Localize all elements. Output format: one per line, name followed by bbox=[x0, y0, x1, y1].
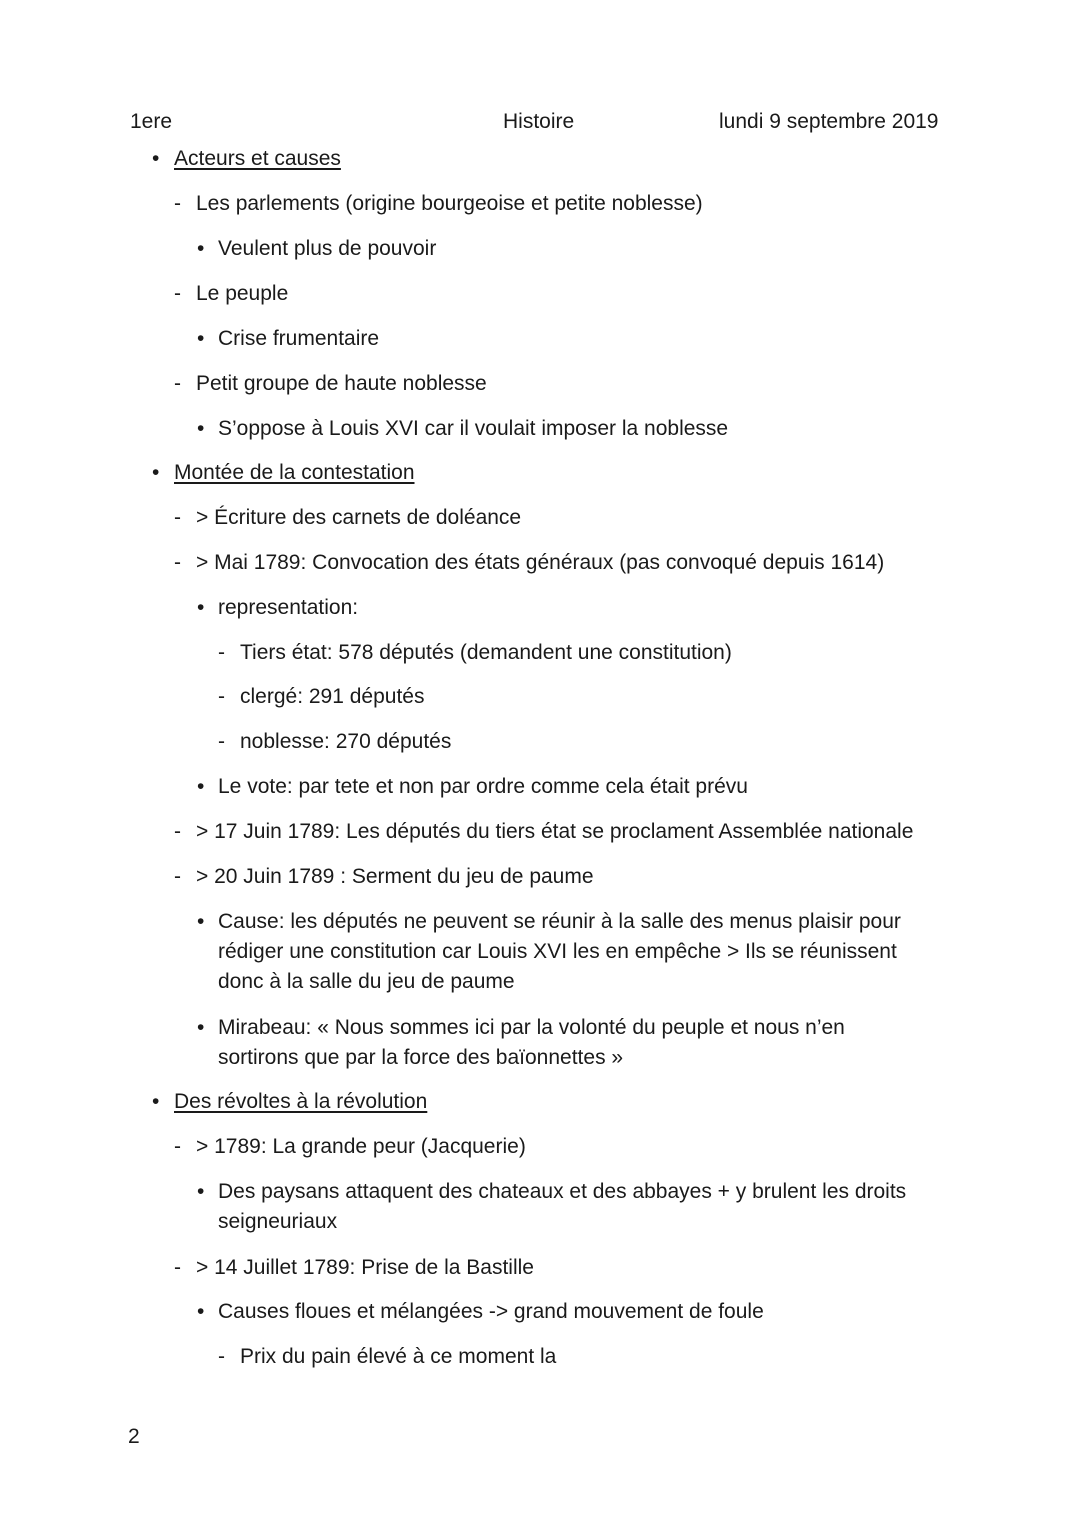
note-text: > 17 Juin 1789: Les députés du tiers état se proclament Assemblée nationale bbox=[196, 820, 914, 843]
dash-icon: - bbox=[174, 282, 181, 305]
bullet-icon: • bbox=[152, 147, 160, 170]
note-text: representation: bbox=[218, 596, 359, 619]
note-text: Prix du pain élevé à ce moment la bbox=[240, 1345, 557, 1368]
note-line bbox=[197, 1177, 906, 1207]
note-line bbox=[197, 234, 436, 264]
note-text: > 20 Juin 1789 : Serment du jeu de paume bbox=[196, 865, 594, 888]
bullet-icon: • bbox=[197, 237, 205, 260]
note-line bbox=[152, 1087, 427, 1117]
note-text: S’oppose à Louis XVI car il voulait imposer la noblesse bbox=[218, 417, 729, 440]
note-text: Petit groupe de haute noblesse bbox=[196, 372, 487, 395]
bullet-icon: • bbox=[197, 1016, 205, 1039]
section-heading: Des révoltes à la révolution bbox=[174, 1090, 428, 1113]
note-text: sortirons que par la force des baïonnettes » bbox=[218, 1046, 624, 1069]
section-heading: Montée de la contestation bbox=[174, 461, 415, 484]
note-text: > 14 Juillet 1789: Prise de la Bastille bbox=[196, 1256, 534, 1279]
bullet-icon: • bbox=[197, 417, 205, 440]
note-line bbox=[197, 967, 515, 997]
note-line bbox=[174, 279, 288, 309]
note-text: rédiger une constitution car Louis XVI les en empêche > Ils se réunissent bbox=[218, 940, 897, 963]
dash-icon: - bbox=[218, 1345, 225, 1368]
note-text: Mirabeau: « Nous sommes ici par la volonté du peuple et nous n’en bbox=[218, 1016, 845, 1039]
note-line bbox=[152, 458, 415, 488]
note-text: Crise frumentaire bbox=[218, 327, 380, 350]
dash-icon: - bbox=[218, 641, 225, 664]
dash-icon: - bbox=[174, 865, 181, 888]
bullet-icon: • bbox=[152, 1090, 160, 1113]
note-line bbox=[197, 1207, 337, 1237]
note-line bbox=[197, 772, 748, 802]
note-text: Le peuple bbox=[196, 282, 289, 305]
dash-icon: - bbox=[174, 551, 181, 574]
dash-icon: - bbox=[174, 1135, 181, 1158]
note-text: Les parlements (origine bourgeoise et petite noblesse) bbox=[196, 192, 703, 215]
note-line bbox=[174, 1132, 526, 1162]
dash-icon: - bbox=[174, 820, 181, 843]
page-number: 2 bbox=[128, 1425, 140, 1448]
note-text: seigneuriaux bbox=[218, 1210, 338, 1233]
note-text: donc à la salle du jeu de paume bbox=[218, 970, 515, 993]
header-class-label: 1ere bbox=[130, 110, 173, 133]
dash-icon: - bbox=[174, 506, 181, 529]
dash-icon: - bbox=[218, 685, 225, 708]
note-line bbox=[174, 1253, 534, 1283]
note-text: Veulent plus de pouvoir bbox=[218, 237, 437, 260]
note-text: Causes floues et mélangées -> grand mouvement de foule bbox=[218, 1300, 764, 1323]
note-line bbox=[197, 324, 379, 354]
note-line bbox=[197, 937, 897, 967]
note-line bbox=[197, 1043, 623, 1073]
note-line bbox=[197, 1013, 845, 1043]
note-line bbox=[218, 727, 451, 757]
note-line bbox=[152, 144, 341, 174]
note-line bbox=[218, 638, 732, 668]
note-line bbox=[197, 1297, 764, 1327]
note-text: clergé: 291 députés bbox=[240, 685, 425, 708]
note-text: Cause: les députés ne peuvent se réunir à la salle des menus plaisir pour bbox=[218, 910, 901, 933]
note-line bbox=[197, 593, 358, 623]
bullet-icon: • bbox=[197, 910, 205, 933]
note-text: > Mai 1789: Convocation des états généraux (pas convoqué depuis 1614) bbox=[196, 551, 885, 574]
bullet-icon: • bbox=[197, 327, 205, 350]
note-line bbox=[174, 548, 884, 578]
note-text: noblesse: 270 députés bbox=[240, 730, 452, 753]
note-line bbox=[197, 907, 901, 937]
note-line bbox=[174, 189, 703, 219]
note-line bbox=[218, 1342, 556, 1372]
bullet-icon: • bbox=[197, 775, 205, 798]
note-line bbox=[218, 682, 424, 712]
bullet-icon: • bbox=[152, 461, 160, 484]
dash-icon: - bbox=[218, 730, 225, 753]
note-line bbox=[174, 369, 487, 399]
dash-icon: - bbox=[174, 192, 181, 215]
bullet-icon: • bbox=[197, 596, 205, 619]
note-line bbox=[174, 862, 594, 892]
note-text: Tiers état: 578 députés (demandent une constitution) bbox=[240, 641, 732, 664]
note-text: Le vote: par tete et non par ordre comme cela était prévu bbox=[218, 775, 748, 798]
bullet-icon: • bbox=[197, 1300, 205, 1323]
note-line bbox=[174, 817, 913, 847]
dash-icon: - bbox=[174, 1256, 181, 1279]
note-text: Des paysans attaquent des chateaux et des abbayes + y brulent les droits bbox=[218, 1180, 907, 1203]
section-heading: Acteurs et causes bbox=[174, 147, 341, 170]
note-line bbox=[174, 503, 521, 533]
bullet-icon: • bbox=[197, 1180, 205, 1203]
note-text: > Écriture des carnets de doléance bbox=[196, 506, 522, 529]
header-subject-label: Histoire bbox=[503, 110, 575, 133]
dash-icon: - bbox=[174, 372, 181, 395]
header-date-label: lundi 9 septembre 2019 bbox=[719, 110, 939, 133]
note-text: > 1789: La grande peur (Jacquerie) bbox=[196, 1135, 526, 1158]
note-line bbox=[197, 414, 728, 444]
